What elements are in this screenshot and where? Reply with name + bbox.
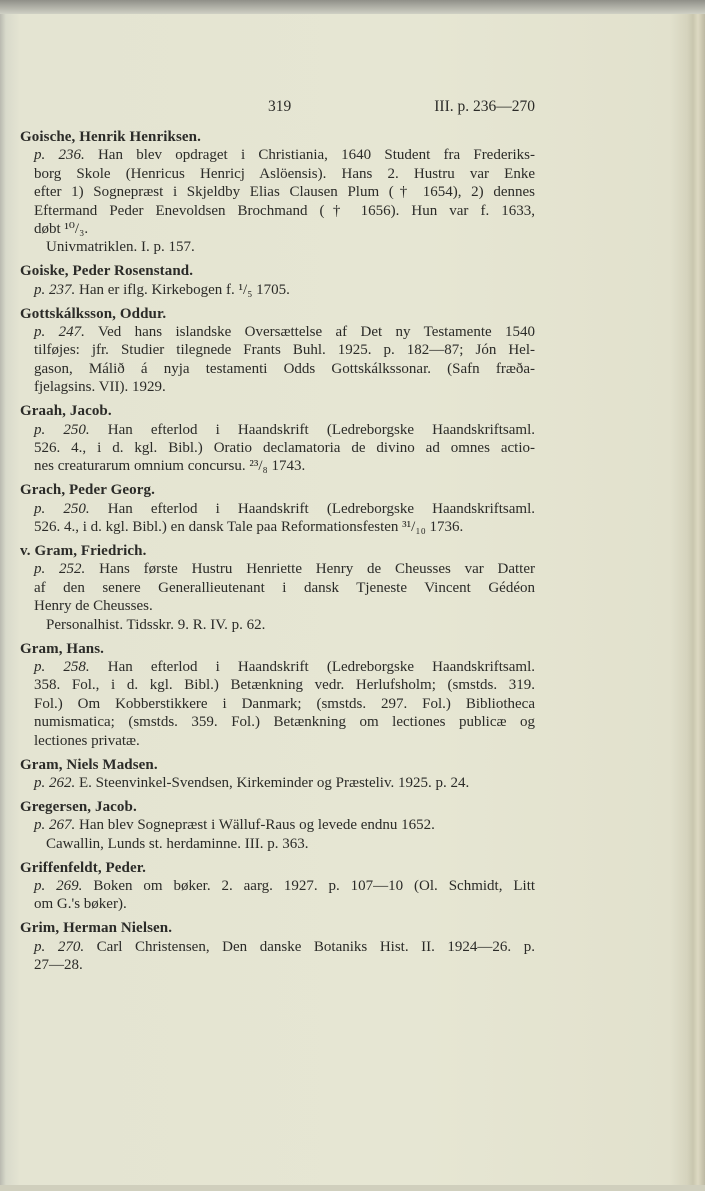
page-reference: p. 270.: [34, 938, 85, 955]
entry: [20, 305, 535, 397]
line-text: numismatica; (smstds. 359. Fol.) Betænkning om lectiones publicæ og: [34, 714, 535, 731]
entry: [20, 859, 535, 914]
page-reference: p. 250.: [34, 500, 90, 517]
entry-text-line: [34, 713, 535, 731]
entry: [20, 481, 535, 536]
line-text: Eftermand Peder Enevoldsen Brochmand († 1656). Hun var f. 1633,: [34, 202, 535, 219]
page-number: 319: [268, 98, 292, 115]
line-text: fjelagsins. VII). 1929.: [34, 379, 166, 396]
line-text: Han er iflg. Kirkebogen f. ¹/₅ 1705.: [79, 281, 290, 298]
line-text: efter 1) Sognepræst i Skjeldby Elias Clausen Plum († 1654), 2) dennes: [34, 184, 535, 201]
entry: [20, 402, 535, 476]
line-text: Han blev opdraget i Christiania, 1640 Student fra Frederiks-: [97, 147, 535, 164]
page-reference: p. 269.: [34, 877, 83, 894]
entry-heading: Goische, Henrik Henriksen.: [20, 129, 201, 145]
source-reference: Personalhist. Tidsskr. 9. R. IV. p. 62.: [46, 616, 266, 633]
entry-text-line: [34, 439, 535, 457]
line-text: gason, Málið á nyja testamenti Odds Gottskálkssonar. (Safn fræða-: [34, 360, 535, 377]
entry-text-line: [34, 695, 535, 713]
line-text: om G.'s bøker).: [34, 896, 127, 913]
entry-text-line: [34, 378, 535, 396]
line-text: borg Skole (Henricus Henricj Aslöensis). Hans 2. Hustru var Enke: [34, 165, 535, 182]
entry-text-line: [34, 597, 535, 615]
entry-text-line: [34, 500, 535, 518]
line-text: Ved hans islandske Oversættelse af Det ny Testamente 1540: [97, 324, 536, 341]
entry: [20, 798, 535, 853]
page-reference: p. 237.: [34, 281, 76, 298]
page-reference: p. 252.: [34, 561, 86, 578]
entry-text-line: [34, 579, 535, 597]
entry-text-line: [34, 360, 535, 378]
entry-text-line: [34, 183, 535, 201]
entry-heading: Graah, Jacob.: [20, 403, 112, 420]
entry-text-line: [34, 146, 535, 164]
source-reference: Univmatriklen. I. p. 157.: [46, 239, 195, 256]
line-text: 526. 4., i d. kgl. Bibl.) en dansk Tale paa Reformationsfesten ³¹/₁₀ 1736.: [34, 519, 464, 536]
entry-text-line: [34, 877, 535, 895]
page-range: III. p. 236—270: [434, 98, 535, 115]
entry-text-line: [34, 421, 535, 439]
entry: [20, 640, 535, 750]
entry-heading: Gram, Niels Madsen.: [20, 756, 158, 773]
line-text: nes creaturarum omnium concursu. ²³/₈ 1743.: [34, 458, 306, 475]
line-text: Hans første Hustru Henriette Henry de Cheusses var Datter: [99, 561, 535, 578]
entry-text-line: [34, 956, 535, 974]
entry-text-line: [34, 560, 535, 578]
line-text: lectiones privatæ.: [34, 732, 140, 749]
entry-text-line: [34, 165, 535, 183]
page-reference: p. 236.: [34, 147, 85, 164]
entry-heading: Gottskálksson, Oddur.: [20, 305, 167, 322]
page-reference: p. 258.: [34, 658, 90, 675]
line-text: Henry de Cheusses.: [34, 598, 153, 615]
entry-text-line: [34, 658, 535, 676]
line-text: Fol.) Om Kobberstikkere i Danmark; (smstds. 297. Fol.) Bibliotheca: [34, 695, 535, 712]
scan-bottom-edge: [0, 1185, 705, 1191]
entry-text-line: [34, 732, 535, 750]
entry-text-line: [34, 518, 535, 536]
line-text: Han blev Sognepræst i Wälluf-Raus og levede endnu 1652.: [79, 817, 435, 834]
line-text: 27—28.: [34, 957, 83, 974]
scan-top-edge: [0, 0, 705, 14]
entry-text-line: [34, 895, 535, 913]
entry-text-line: [34, 938, 535, 956]
page-reference: p. 247.: [34, 324, 85, 341]
running-header: [20, 98, 535, 120]
entry-text-line: [34, 457, 535, 475]
entry-text-line: [34, 220, 535, 238]
book-page: [20, 98, 535, 980]
line-text: døbt ¹⁰/₃.: [34, 221, 89, 238]
entry-text-line: [34, 676, 535, 694]
entry-text-line: [34, 774, 535, 792]
entry-heading: Gram, Hans.: [20, 640, 105, 657]
entry-heading: Griffenfeldt, Peder.: [20, 859, 146, 876]
entry-heading: Goiske, Peder Rosenstand.: [20, 263, 194, 280]
line-text: Han efterlod i Haandskrift (Ledreborgske Haandskriftsaml.: [107, 421, 536, 438]
entry-text-line: [34, 341, 535, 359]
page-reference: p. 267.: [34, 817, 76, 834]
line-text: Han efterlod i Haandskrift (Ledreborgske Haandskriftsaml.: [107, 658, 536, 675]
entry: [20, 756, 535, 793]
line-text: E. Steenvinkel-Svendsen, Kirkeminder og Præsteliv. 1925. p. 24.: [79, 774, 470, 791]
entry: [20, 262, 535, 299]
line-text: Han efterlod i Haandskrift (Ledreborgske Haandskriftsaml.: [107, 500, 536, 517]
source-reference: Cawallin, Lunds st. herdaminne. III. p. 363.: [46, 835, 309, 852]
entry-heading: Grach, Peder Georg.: [20, 482, 155, 499]
entry-text-line: [34, 202, 535, 220]
entry: [20, 542, 535, 634]
entry-heading: Grim, Herman Nielsen.: [20, 920, 173, 937]
line-text: 526. 4., i d. kgl. Bibl.) Oratio declamatoria de divino ad omnes actio-: [34, 440, 535, 456]
entry-text-line: [34, 281, 535, 299]
entry-text-line: [34, 816, 535, 834]
line-text: tilføjes: jfr. Studier tilegnede Frants Buhl. 1925. p. 182—87; Jón Hel-: [34, 342, 535, 359]
entry-list: [20, 128, 535, 974]
entry-text-line: [34, 323, 535, 341]
page-reference: p. 262.: [34, 774, 76, 791]
line-text: 358. Fol., i d. kgl. Bibl.) Betænkning vedr. Herlufsholm; (smstds. 319.: [34, 677, 535, 694]
line-text: Boken om bøker. 2. aarg. 1927. p. 107—10 (Ol. Schmidt, Litt: [93, 877, 536, 894]
line-text: Carl Christensen, Den danske Botaniks Hist. II. 1924—26. p.: [96, 938, 535, 955]
entry: [20, 128, 535, 257]
entry-heading: v. Gram, Friedrich.: [20, 543, 147, 560]
entry: [20, 919, 535, 974]
line-text: af den senere Generallieutenant i dansk Tjeneste Vincent Gédéon: [34, 579, 535, 596]
page-reference: p. 250.: [34, 421, 90, 438]
entry-heading: Gregersen, Jacob.: [20, 798, 137, 815]
